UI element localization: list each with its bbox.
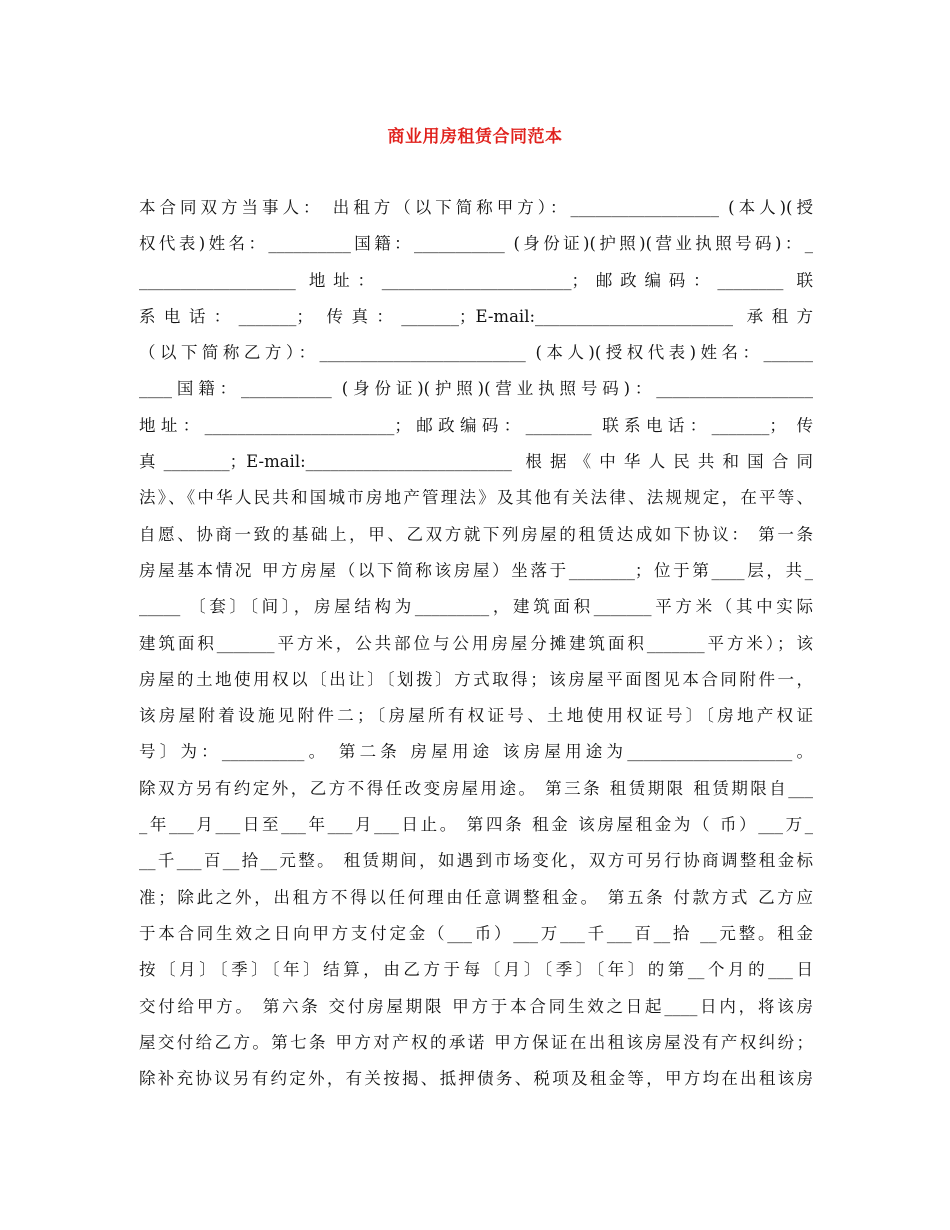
body-line: 权代表)姓名：__________国籍：___________ (身份证)(护照)(营业执照号码)：_ xyxy=(139,234,813,254)
body-line: 系电话：_______； 传真：_______；E-mail:________________________ 承租方 xyxy=(139,306,813,326)
body-line: 本合同双方当事人： 出租方（以下简称甲方）：__________________ (本人)(授 xyxy=(139,198,813,217)
body-line: 自愿、协商一致的基础上，甲、乙双方就下列房屋的租赁达成如下协议： 第一条 xyxy=(139,524,813,544)
body-line: 真________；E-mail:_________________________ 根据《中华人民共和国合同 xyxy=(139,452,813,472)
body-line: 法》、《中华人民共和国城市房地产管理法》及其他有关法律、法规规定，在平等、 xyxy=(139,488,813,508)
body-line: 号〕为：__________。 第二条 房屋用途 该房屋用途为____________________。 xyxy=(139,742,813,762)
body-line: 该房屋附着设施见附件二；〔房屋所有权证号、土地使用权证号〕〔房地产权证 xyxy=(139,706,813,726)
body-line: 按〔月〕〔季〕〔年〕结算，由乙方于每〔月〕〔季〕〔年〕的第__个月的___日 xyxy=(139,960,813,980)
document-title: 商业用房租赁合同范本 xyxy=(387,127,563,147)
body-line: 于本合同生效之日向甲方支付定金（___币）___万___千___百__拾 __元整。租金 xyxy=(139,923,813,943)
body-line: 房屋的土地使用权以〔出让〕〔划拨〕方式取得；该房屋平面图见本合同附件一， xyxy=(139,669,813,689)
body-line: 地址：_______________________；邮政编码：________ 联系电话：_______； 传 xyxy=(139,415,813,435)
contract-body xyxy=(139,190,813,1097)
body-line: 交付给甲方。 第六条 交付房屋期限 甲方于本合同生效之日起____日内，将该房 xyxy=(139,996,813,1016)
body-line: 屋交付给乙方。第七条 甲方对产权的承诺 甲方保证在出租该房屋没有产权纠纷； xyxy=(139,1032,813,1052)
body-line: （以下简称乙方）：_________________________ (本人)(授权代表)姓名：______ xyxy=(139,343,813,363)
body-line: __千___百__拾__元整。 租赁期间，如遇到市场变化，双方可另行协商调整租金标 xyxy=(139,851,813,871)
body-line: 除双方另有约定外，乙方不得任改变房屋用途。 第三条 租赁期限 租赁期限自___ xyxy=(139,778,813,798)
body-line: _____ 〔套〕〔间〕，房屋结构为_________，建筑面积_______平方米（其中实际 xyxy=(139,597,813,617)
body-line: _年___月___日至___年___月___日止。 第四条 租金 该房屋租金为（ 币）___万_ xyxy=(139,815,813,835)
body-line: 准；除此之外，出租方不得以任何理由任意调整租金。 第五条 付款方式 乙方应 xyxy=(139,887,813,907)
body-line: 建筑面积_______平方米，公共部位与公用房屋分摊建筑面积_______平方米）；该 xyxy=(139,633,813,653)
body-line: 房屋基本情况 甲方房屋（以下简称该房屋）坐落于________；位于第____层，共_ xyxy=(139,560,813,580)
body-line: ____国籍：___________ (身份证)(护照)(营业执照号码)：___________________ xyxy=(139,379,813,399)
body-line: 除补充协议另有约定外，有关按揭、抵押债务、税项及租金等，甲方均在出租该房 xyxy=(139,1069,813,1089)
body-line: ___________________ 地址：_______________________；邮政编码：________ 联 xyxy=(139,270,813,290)
